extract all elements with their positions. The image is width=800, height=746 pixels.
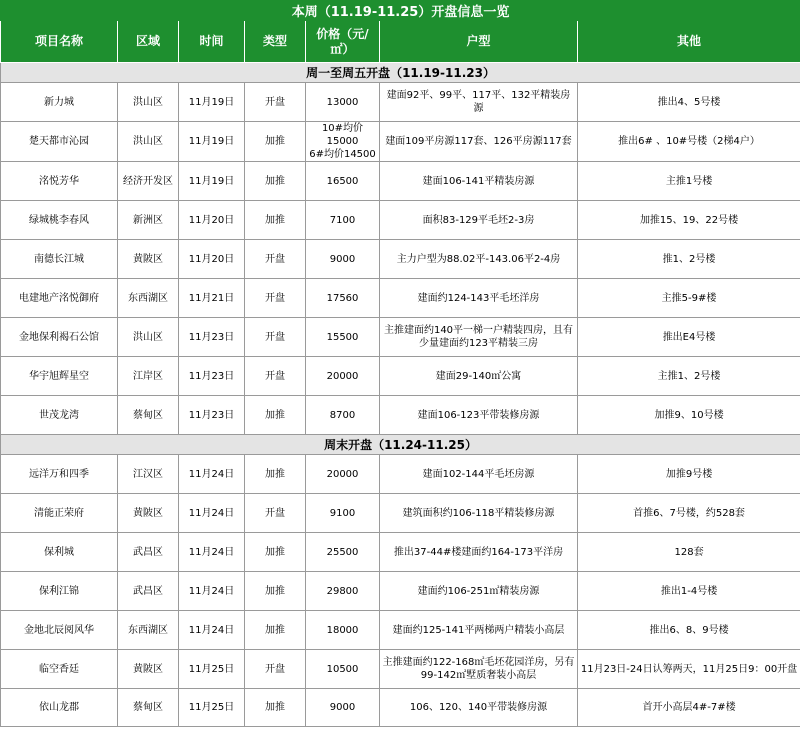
price-cell: 17560 [306, 279, 380, 318]
other-cell: 推出6、8、9号楼 [578, 611, 800, 650]
district-cell: 洪山区 [118, 122, 179, 162]
section-label: 周一至周五开盘（11.19-11.23） [1, 63, 800, 83]
district-cell: 黄陂区 [118, 240, 179, 279]
table-row [1, 455, 800, 494]
layout-cell: 106、120、140平带装修房源 [380, 689, 578, 727]
other-cell: 加推9、10号楼 [578, 396, 800, 435]
type-cell: 开盘 [245, 318, 306, 357]
layout-cell: 建面102-144平毛坯房源 [380, 455, 578, 494]
table-row [1, 162, 800, 201]
table-title: 本周（11.19-11.25）开盘信息一览 [1, 1, 800, 21]
project-name-cell: 洺悦芳华 [1, 162, 118, 201]
district-cell: 东西湖区 [118, 279, 179, 318]
table-row [1, 533, 800, 572]
col-header-price: 价格（元/㎡） [306, 21, 380, 63]
type-cell: 开盘 [245, 279, 306, 318]
other-cell: 推出E4号楼 [578, 318, 800, 357]
section-header-row [1, 63, 800, 83]
date-cell: 11月24日 [179, 611, 245, 650]
price-cell: 25500 [306, 533, 380, 572]
type-cell: 开盘 [245, 357, 306, 396]
layout-cell: 建面106-123平带装修房源 [380, 396, 578, 435]
district-cell: 蔡甸区 [118, 689, 179, 727]
project-name-cell: 华宇旭辉星空 [1, 357, 118, 396]
col-header-layout: 户型 [380, 21, 578, 63]
district-cell: 洪山区 [118, 318, 179, 357]
price-cell: 9000 [306, 689, 380, 727]
type-cell: 加推 [245, 572, 306, 611]
layout-cell: 建面109平房源117套、126平房源117套 [380, 122, 578, 162]
layout-cell: 建面约125-141平两梯两户精装小高层 [380, 611, 578, 650]
layout-cell: 建面约124-143平毛坯洋房 [380, 279, 578, 318]
district-cell: 黄陂区 [118, 494, 179, 533]
type-cell: 开盘 [245, 83, 306, 122]
district-cell: 武昌区 [118, 572, 179, 611]
other-cell: 128套 [578, 533, 800, 572]
project-name-cell: 保利城 [1, 533, 118, 572]
header-row [1, 21, 800, 63]
price-cell: 8700 [306, 396, 380, 435]
project-name-cell: 清能正荣府 [1, 494, 118, 533]
other-cell: 推1、2号楼 [578, 240, 800, 279]
other-cell: 推出1-4号楼 [578, 572, 800, 611]
date-cell: 11月25日 [179, 650, 245, 689]
project-name-cell: 保利江锦 [1, 572, 118, 611]
date-cell: 11月23日 [179, 318, 245, 357]
price-cell: 10#均价15000 6#均价14500 [306, 122, 380, 162]
type-cell: 加推 [245, 201, 306, 240]
other-cell: 主推1、2号楼 [578, 357, 800, 396]
layout-cell: 主推建面约140平一梯一户精装四房，且有少量建面约123平精装三房 [380, 318, 578, 357]
col-header-district: 区域 [118, 21, 179, 63]
table-row [1, 240, 800, 279]
table-row [1, 357, 800, 396]
table-row [1, 396, 800, 435]
date-cell: 11月24日 [179, 455, 245, 494]
date-cell: 11月24日 [179, 572, 245, 611]
other-cell: 首开小高层4#-7#楼 [578, 689, 800, 727]
layout-cell: 推出37-44#楼建面约164-173平洋房 [380, 533, 578, 572]
table-row [1, 611, 800, 650]
other-cell: 加推15、19、22号楼 [578, 201, 800, 240]
price-cell: 7100 [306, 201, 380, 240]
type-cell: 加推 [245, 396, 306, 435]
section-header-row [1, 435, 800, 455]
layout-cell: 建面106-141平精装房源 [380, 162, 578, 201]
price-cell: 16500 [306, 162, 380, 201]
other-cell: 首推6、7号楼，约528套 [578, 494, 800, 533]
project-name-cell: 楚天都市沁园 [1, 122, 118, 162]
district-cell: 江岸区 [118, 357, 179, 396]
date-cell: 11月24日 [179, 494, 245, 533]
price-cell: 20000 [306, 357, 380, 396]
price-cell: 15500 [306, 318, 380, 357]
type-cell: 开盘 [245, 240, 306, 279]
other-cell: 11月23日-24日认筹两天，11月25日9：00开盘 [578, 650, 800, 689]
project-name-cell: 依山龙郡 [1, 689, 118, 727]
date-cell: 11月24日 [179, 533, 245, 572]
type-cell: 加推 [245, 455, 306, 494]
type-cell: 加推 [245, 611, 306, 650]
project-name-cell: 远洋万和四季 [1, 455, 118, 494]
other-cell: 推出6# 、10#号楼（2梯4户） [578, 122, 800, 162]
table-row [1, 494, 800, 533]
district-cell: 武昌区 [118, 533, 179, 572]
other-cell: 主推5-9#楼 [578, 279, 800, 318]
layout-cell: 建面92平、99平、117平、132平精装房源 [380, 83, 578, 122]
title-row [1, 1, 800, 21]
layout-cell: 主推建面约122-168㎡毛坯花园洋房，另有99-142㎡墅质奢装小高层 [380, 650, 578, 689]
section-label: 周末开盘（11.24-11.25） [1, 435, 800, 455]
district-cell: 新洲区 [118, 201, 179, 240]
district-cell: 黄陂区 [118, 650, 179, 689]
table-row [1, 122, 800, 162]
table-row [1, 318, 800, 357]
date-cell: 11月19日 [179, 83, 245, 122]
district-cell: 东西湖区 [118, 611, 179, 650]
project-name-cell: 金地保利褐石公馆 [1, 318, 118, 357]
project-name-cell: 临空香廷 [1, 650, 118, 689]
date-cell: 11月23日 [179, 396, 245, 435]
table-row [1, 689, 800, 727]
project-name-cell: 世茂龙湾 [1, 396, 118, 435]
table-row [1, 83, 800, 122]
price-cell: 10500 [306, 650, 380, 689]
project-name-cell: 电建地产洺悦御府 [1, 279, 118, 318]
other-cell: 加推9号楼 [578, 455, 800, 494]
type-cell: 加推 [245, 122, 306, 162]
project-name-cell: 南德长江城 [1, 240, 118, 279]
type-cell: 加推 [245, 533, 306, 572]
project-name-cell: 金地北辰阅风华 [1, 611, 118, 650]
col-header-name: 项目名称 [1, 21, 118, 63]
table-row [1, 572, 800, 611]
table-row [1, 279, 800, 318]
layout-cell: 面积83-129平毛坯2-3房 [380, 201, 578, 240]
date-cell: 11月25日 [179, 689, 245, 727]
date-cell: 11月20日 [179, 240, 245, 279]
district-cell: 洪山区 [118, 83, 179, 122]
date-cell: 11月19日 [179, 162, 245, 201]
district-cell: 经济开发区 [118, 162, 179, 201]
layout-cell: 建面约106-251㎡精装房源 [380, 572, 578, 611]
type-cell: 开盘 [245, 494, 306, 533]
type-cell: 加推 [245, 689, 306, 727]
price-cell: 29800 [306, 572, 380, 611]
col-header-type: 类型 [245, 21, 306, 63]
other-cell: 主推1号楼 [578, 162, 800, 201]
table-body [1, 63, 800, 727]
price-cell: 13000 [306, 83, 380, 122]
price-cell: 18000 [306, 611, 380, 650]
district-cell: 蔡甸区 [118, 396, 179, 435]
date-cell: 11月23日 [179, 357, 245, 396]
table-row [1, 201, 800, 240]
date-cell: 11月21日 [179, 279, 245, 318]
type-cell: 开盘 [245, 650, 306, 689]
date-cell: 11月20日 [179, 201, 245, 240]
layout-cell: 建筑面积约106-118平精装修房源 [380, 494, 578, 533]
col-header-date: 时间 [179, 21, 245, 63]
price-cell: 20000 [306, 455, 380, 494]
date-cell: 11月19日 [179, 122, 245, 162]
other-cell: 推出4、5号楼 [578, 83, 800, 122]
type-cell: 加推 [245, 162, 306, 201]
price-cell: 9100 [306, 494, 380, 533]
table-row [1, 650, 800, 689]
layout-cell: 建面29-140㎡公寓 [380, 357, 578, 396]
layout-cell: 主力户型为88.02平-143.06平2-4房 [380, 240, 578, 279]
district-cell: 江汉区 [118, 455, 179, 494]
project-name-cell: 新力城 [1, 83, 118, 122]
project-name-cell: 绿城桃李春风 [1, 201, 118, 240]
col-header-other: 其他 [578, 21, 800, 63]
price-cell: 9000 [306, 240, 380, 279]
